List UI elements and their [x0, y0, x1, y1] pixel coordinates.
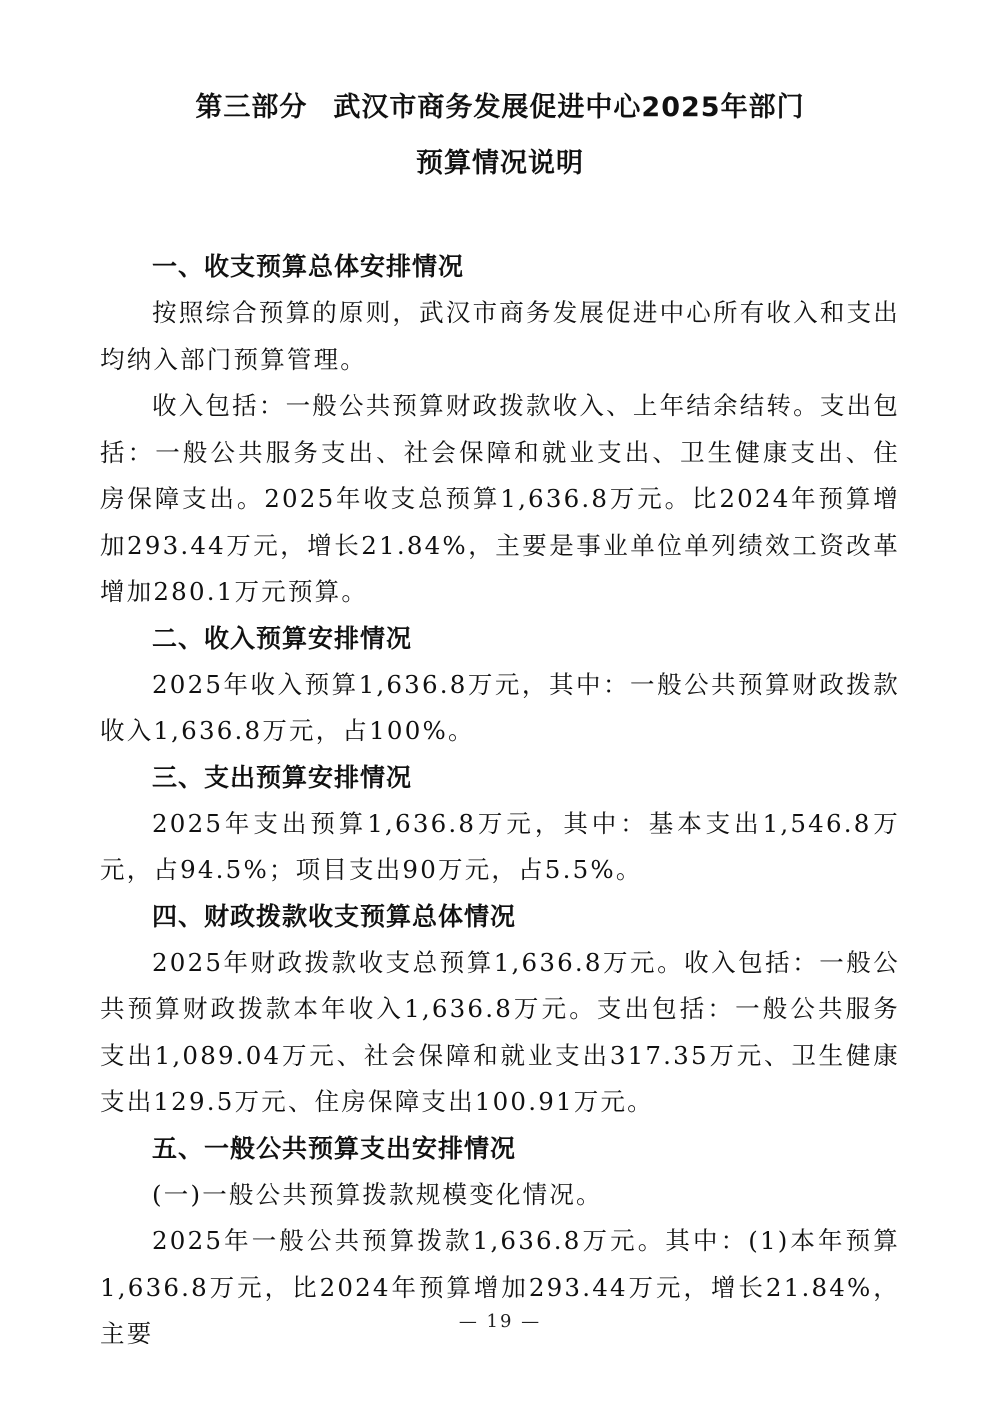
paragraph-5: 2025年财政拨款收支总预算1,636.8万元。收入包括：一般公共预算财政拨款本年收入1,636.8万元。支出包括：一般公共服务支出1,089.04万元、社会保障和就业支出317.35万元、卫生健康支出129.5万元、住房保障支出100.91万元。 [100, 947, 900, 1116]
subsection-heading: (一)一般公共预算拨款规模变化情况。 [152, 1179, 603, 1209]
page-number: — 19 — [458, 1311, 542, 1332]
paragraph-1: 按照综合预算的原则，武汉市商务发展促进中心所有收入和支出均纳入部门预算管理。 [100, 298, 900, 374]
page-title [100, 80, 900, 192]
title-line-2: 预算情况说明 [416, 148, 584, 179]
document-body [100, 244, 900, 1358]
section-heading-4: 四、财政拨款收支预算总体情况 [152, 901, 517, 931]
paragraph-6: 2025年一般公共预算拨款1,636.8万元。其中：(1)本年预算1,636.8万元，比2024年预算增加293.44万元，增长21.84%，主要 [100, 1226, 900, 1348]
section-heading-1: 一、收支预算总体安排情况 [152, 252, 465, 281]
section-heading-5: 五、一般公共预算支出安排情况 [152, 1133, 517, 1163]
title-line-1 [100, 80, 900, 136]
section-heading-2: 二、收入预算安排情况 [152, 623, 413, 653]
title-main-text: 武汉市商务发展促进中心2025年部门 [333, 92, 805, 123]
paragraph-4: 2025年支出预算1,636.8万元，其中：基本支出1,546.8万元，占94.5%；项目支出90万元，占5.5%。 [100, 808, 900, 884]
title-part-label: 第三部分 [195, 92, 308, 123]
section-heading-3: 三、支出预算安排情况 [152, 762, 413, 792]
paragraph-2: 收入包括：一般公共预算财政拨款收入、上年结余结转。支出包括：一般公共服务支出、社会保障和就业支出、卫生健康支出、住房保障支出。2025年收支总预算1,636.8万元。比2024年预算增加293.44万元，增长21.84%，主要是事业单位单列绩效工资改革增加280.1万元预算。 [100, 391, 900, 606]
paragraph-3: 2025年收入预算1,636.8万元，其中：一般公共预算财政拨款收入1,636.8万元，占100%。 [100, 669, 900, 745]
